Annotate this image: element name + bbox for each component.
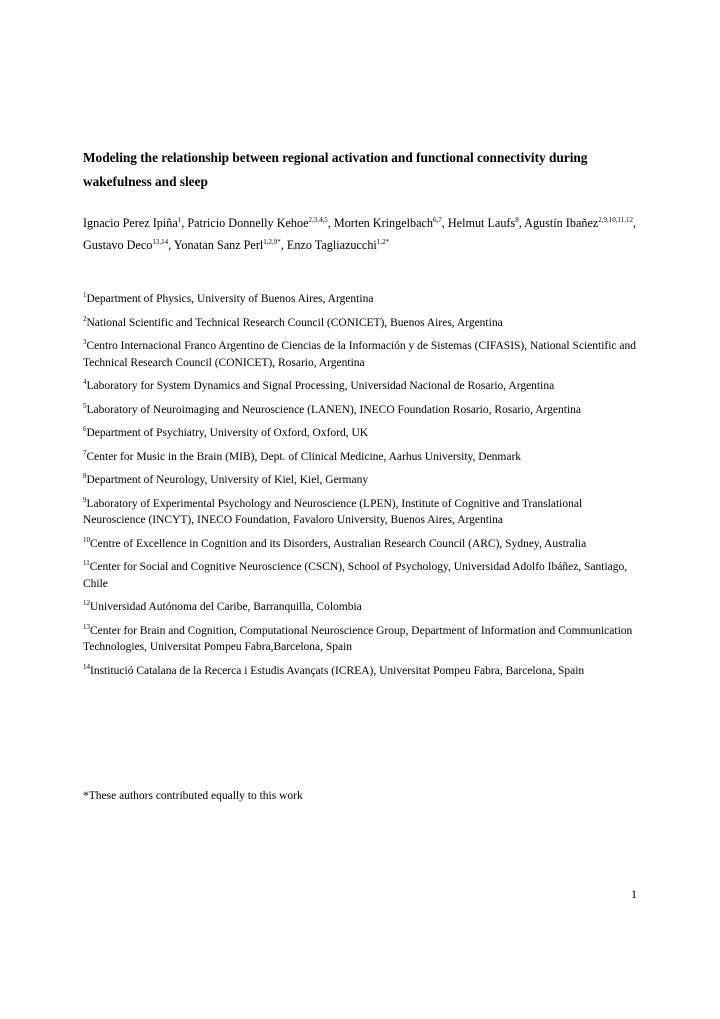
affiliation-number: 4 bbox=[83, 378, 87, 387]
affiliation-number: 11 bbox=[83, 559, 90, 568]
affiliation-text: Center for Social and Cognitive Neuroscience (CSCN), School of Psychology, Universidad Adolfo Ibáñez, Santiago, Chile bbox=[83, 561, 628, 590]
author-affiliation-marker: 8 bbox=[515, 215, 519, 224]
affiliation-number: 10 bbox=[83, 535, 90, 544]
affiliation-item bbox=[83, 291, 643, 308]
affiliation-item bbox=[83, 472, 643, 489]
author-separator: , bbox=[518, 216, 525, 230]
author-affiliation-marker: 13,14 bbox=[152, 237, 169, 246]
affiliation-list bbox=[83, 291, 643, 686]
author-name: Patricio Donnelly Kehoe bbox=[187, 216, 309, 230]
paper-title: Modeling the relationship between regional activation and functional connectivity during wakefulness and sleep bbox=[83, 150, 588, 189]
affiliation-item bbox=[83, 663, 643, 680]
author-affiliation-marker: 1 bbox=[177, 215, 182, 224]
affiliation-number: 3 bbox=[83, 338, 87, 347]
affiliation-number: 9 bbox=[83, 495, 87, 504]
affiliation-text: Center for Brain and Cognition, Computational Neuroscience Group, Department of Information and Communication Technologies, Universitat Pompeu Fabra,Barcelona, Spain bbox=[83, 624, 633, 653]
affiliation-item bbox=[83, 623, 643, 656]
author-name: Gustavo Deco bbox=[83, 238, 153, 252]
author-name: Morten Kringelbach bbox=[333, 216, 434, 230]
author-name: Enzo Tagliazucchi bbox=[286, 238, 377, 252]
affiliation-number: 12 bbox=[83, 599, 90, 608]
affiliation-text: Centre of Excellence in Cognition and its Disorders, Australian Research Council (ARC), Sydney, Australia bbox=[90, 537, 587, 550]
affiliation-number: 13 bbox=[83, 622, 90, 631]
affiliation-number: 6 bbox=[83, 425, 87, 434]
author-affiliation-marker: 6,7 bbox=[433, 215, 442, 224]
affiliation-item bbox=[83, 378, 643, 395]
affiliation-number: 14 bbox=[83, 662, 90, 671]
author-separator: , bbox=[280, 238, 287, 252]
affiliation-text: National Scientific and Technical Research Council (CONICET), Buenos Aires, Argentina bbox=[86, 316, 503, 329]
affiliation-item bbox=[83, 449, 643, 466]
affiliation-text: Laboratory for System Dynamics and Signal Processing, Universidad Nacional de Rosario, Argentina bbox=[86, 380, 555, 392]
author-affiliation-marker: 1,2,9* bbox=[263, 237, 281, 246]
affiliation-number: 8 bbox=[83, 472, 87, 481]
affiliation-text: Universidad Autónoma del Caribe, Barranquilla, Colombia bbox=[90, 601, 362, 613]
affiliation-number: 2 bbox=[83, 314, 87, 323]
author-affiliation-marker: 2,3,4,5 bbox=[308, 215, 328, 224]
affiliation-item bbox=[83, 599, 643, 616]
author-separator: , bbox=[327, 216, 334, 230]
affiliation-text: Department of Physics, University of Buenos Aires, Argentina bbox=[86, 293, 374, 305]
affiliation-item bbox=[83, 496, 643, 529]
affiliation-item bbox=[83, 425, 643, 442]
affiliation-text: Department of Psychiatry, University of Oxford, Oxford, UK bbox=[86, 427, 369, 439]
affiliation-text: Laboratory of Neuroimaging and Neuroscience (LANEN), INECO Foundation Rosario, Rosario, Argentina bbox=[86, 403, 581, 416]
author-separator: , bbox=[633, 216, 637, 230]
author-affiliation-marker: 2,9,10,11,12 bbox=[598, 215, 634, 224]
affiliation-text: Center for Music in the Brain (MIB), Dept. of Clinical Medicine, Aarhus University, Denmark bbox=[86, 450, 522, 463]
affiliation-number: 1 bbox=[83, 291, 87, 300]
affiliation-item bbox=[83, 402, 643, 419]
affiliation-item bbox=[83, 338, 643, 371]
affiliation-text: Institució Catalana de la Recerca i Estudis Avançats (ICREA), Universitat Pompeu Fabra, Barcelona, Spain bbox=[90, 664, 585, 677]
author-list bbox=[83, 212, 643, 256]
author-affiliation-marker: 1,2* bbox=[376, 237, 390, 246]
affiliation-text: Department of Neurology, University of Kiel, Kiel, Germany bbox=[86, 474, 369, 486]
author-name: Helmut Laufs bbox=[447, 216, 516, 230]
affiliation-number: 5 bbox=[83, 401, 87, 410]
author-name: Ignacio Perez Ipiña bbox=[83, 216, 178, 230]
author-separator: , bbox=[168, 238, 174, 252]
affiliation-text: Centro Internacional Franco Argentino de Ciencias de la Información y de Sistemas (CIFASIS), National Scientific and Technical Research Council (CONICET), Rosario, Argentina bbox=[83, 340, 637, 369]
affiliation-item bbox=[83, 315, 643, 332]
author-name: Agustín Ibañez bbox=[524, 216, 599, 230]
affiliation-item bbox=[83, 536, 643, 553]
author-separator: , bbox=[441, 216, 448, 230]
affiliation-text: Laboratory of Experimental Psychology and Neuroscience (LPEN), Institute of Cognitive and Translational Neuroscience (INCYT), INECO Foundation, Favaloro University, Buenos Aires, Argentina bbox=[83, 497, 583, 526]
author-separator: , bbox=[181, 216, 188, 230]
affiliation-item bbox=[83, 559, 643, 592]
page-number: 1 bbox=[631, 887, 637, 901]
equal-contribution-note: *These authors contributed equally to this work bbox=[83, 790, 303, 802]
author-name: Yonatan Sanz Perl bbox=[173, 238, 264, 252]
affiliation-number: 7 bbox=[83, 448, 87, 457]
